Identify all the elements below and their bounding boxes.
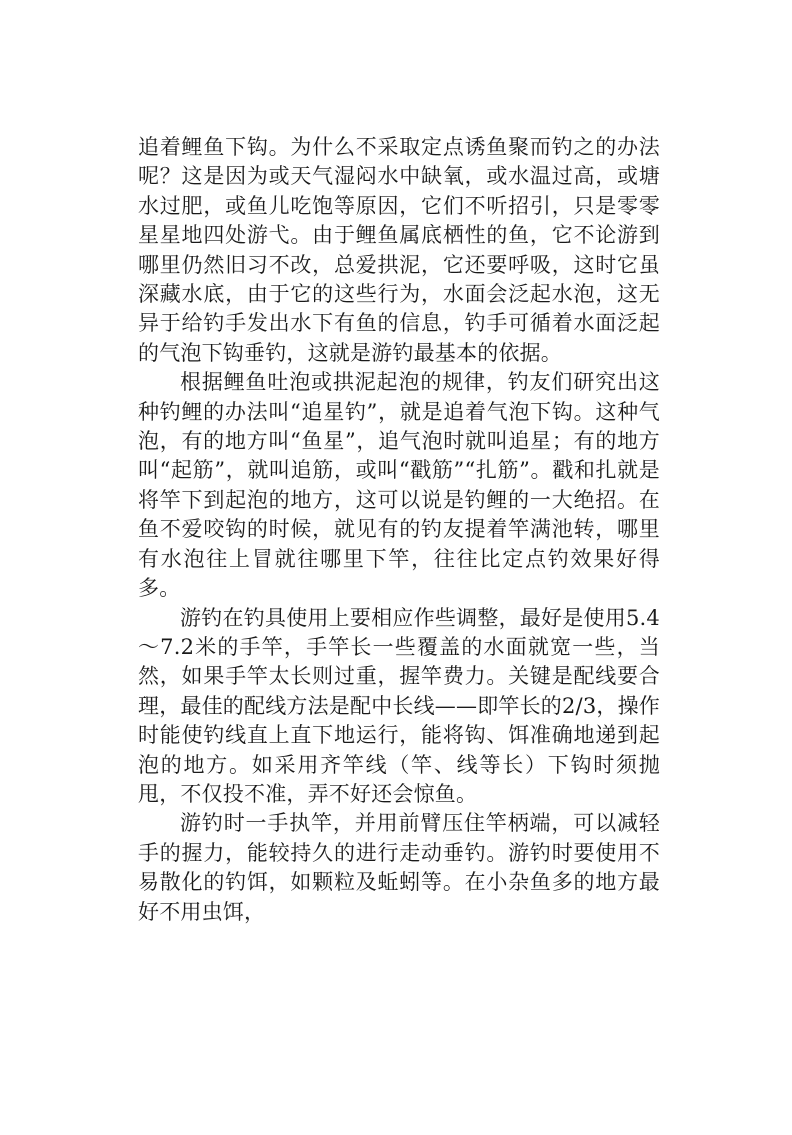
paragraph-2: 根据鲤鱼吐泡或拱泥起泡的规律，钓友们研究出这种钓鲤的办法叫“追星钓”，就是追着气泡下钩。这种气泡，有的地方叫“鱼星”，追气泡时就叫追星；有的地方叫“起筋”，就叫追筋，或叫“戳筋”“扎筋”。戳和扎就是将竿下到起泡的地方，这可以说是钓鲤的一大绝招。在鱼不爱咬钩的时候，就见有的钓友提着竿满池转，哪里有水泡往上冒就往哪里下竿，往往比定点钓效果好得多。 — [138, 370, 660, 601]
paragraph-4: 游钓时一手执竿，并用前臂压住竿柄端，可以减轻手的握力，能较持久的进行走动垂钓。游钓时要使用不易散化的钓饵，如颗粒及蚯蚓等。在小杂鱼多的地方最好不用虫饵， — [138, 811, 660, 924]
paragraph-1: 追着鲤鱼下钩。为什么不采取定点诱鱼聚而钓之的办法呢？这是因为或天气湿闷水中缺氧，或水温过高，或塘水过肥，或鱼儿吃饱等原因，它们不听招引，只是零零星星地四处游弋。由于鲤鱼属底栖性的鱼，它不论游到哪里仍然旧习不改，总爱拱泥，它还要呼吸，这时它虽深藏水底，由于它的这些行为，水面会泛起水泡，这无异于给钓手发出水下有鱼的信息，钓手可循着水面泛起的气泡下钩垂钓，这就是游钓最基本的依据。 — [138, 135, 660, 365]
body-text — [138, 133, 660, 927]
paragraph-3: 游钓在钓具使用上要相应作些调整，最好是使用5.4～7.2米的手竿，手竿长一些覆盖的水面就宽一些，当然，如果手竿太长则过重，握竿费力。关键是配线要合理，最佳的配线方法是配中长线——即竿长的2/3，操作时能使钓线直上直下地运行，能将钩、饵准确地递到起泡的地方。如采用齐竿线（竿、线等长）下钩时须抛甩，不仅投不准，弄不好还会惊鱼。 — [138, 605, 660, 806]
